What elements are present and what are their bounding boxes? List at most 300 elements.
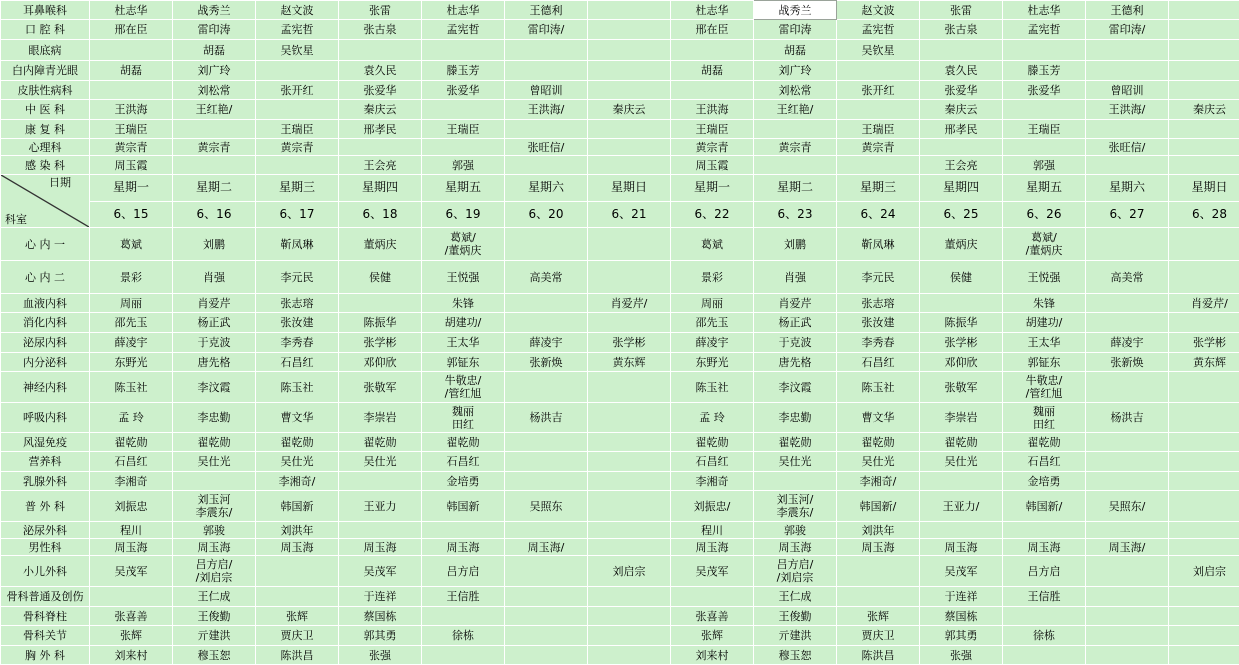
doctor-cell[interactable]: 黄宗青: [754, 139, 837, 156]
doctor-cell[interactable]: 王仁成: [754, 587, 837, 607]
doctor-cell[interactable]: 刘来村: [671, 646, 754, 665]
doctor-cell[interactable]: 张志瑢: [837, 294, 920, 313]
doctor-cell[interactable]: 刘振忠/: [671, 491, 754, 522]
doctor-cell[interactable]: 刘启宗: [588, 556, 671, 587]
doctor-cell[interactable]: 李秀春: [837, 333, 920, 353]
doctor-cell[interactable]: 李湘奇/: [837, 472, 920, 491]
doctor-cell[interactable]: 陈洪昌: [837, 646, 920, 665]
doctor-cell[interactable]: 周玉海: [837, 539, 920, 556]
doctor-cell[interactable]: 肖爱芹: [754, 294, 837, 313]
doctor-cell[interactable]: 葛斌: [671, 228, 754, 261]
doctor-cell[interactable]: 杨洪吉: [505, 403, 588, 433]
doctor-cell[interactable]: 郭骏: [173, 522, 256, 539]
doctor-cell[interactable]: 王悦强: [1003, 261, 1086, 294]
doctor-cell[interactable]: [1086, 522, 1169, 539]
doctor-cell[interactable]: 吕方启/ /刘启宗: [754, 556, 837, 587]
doctor-cell[interactable]: 陈洪昌: [256, 646, 339, 665]
doctor-cell[interactable]: [1086, 61, 1169, 81]
doctor-cell[interactable]: 葛斌: [90, 228, 173, 261]
doctor-cell[interactable]: [1169, 452, 1239, 472]
doctor-cell[interactable]: 吴照东/: [1086, 491, 1169, 522]
doctor-cell[interactable]: [505, 522, 588, 539]
doctor-cell[interactable]: 周玉海/: [505, 539, 588, 556]
doctor-cell[interactable]: 曹文华: [837, 403, 920, 433]
doctor-cell[interactable]: 雷印涛/: [1086, 20, 1169, 40]
doctor-cell[interactable]: 李忠勤: [173, 403, 256, 433]
doctor-cell[interactable]: 黄宗青: [256, 139, 339, 156]
doctor-cell[interactable]: 王洪海/: [1086, 100, 1169, 120]
doctor-cell[interactable]: 亓建洪: [173, 626, 256, 646]
doctor-cell[interactable]: 王瑞臣: [837, 120, 920, 139]
doctor-cell[interactable]: [1086, 607, 1169, 626]
doctor-cell[interactable]: [173, 472, 256, 491]
doctor-cell[interactable]: [505, 626, 588, 646]
doctor-cell[interactable]: 孟 玲: [671, 403, 754, 433]
doctor-cell[interactable]: 东野光: [671, 353, 754, 372]
doctor-cell[interactable]: [588, 228, 671, 261]
doctor-cell[interactable]: 王太华: [422, 333, 505, 353]
doctor-cell[interactable]: [837, 156, 920, 175]
doctor-cell[interactable]: [920, 522, 1003, 539]
doctor-cell[interactable]: 蔡国栋: [339, 607, 422, 626]
doctor-cell[interactable]: 刘玉河 李震东/: [173, 491, 256, 522]
doctor-cell[interactable]: [588, 120, 671, 139]
doctor-cell[interactable]: 孟宪哲: [1003, 20, 1086, 40]
doctor-cell[interactable]: 周玉海: [920, 539, 1003, 556]
doctor-cell[interactable]: [588, 522, 671, 539]
doctor-cell[interactable]: [588, 1, 671, 20]
doctor-cell[interactable]: 贾庆卫: [837, 626, 920, 646]
doctor-cell[interactable]: 景彩: [90, 261, 173, 294]
doctor-cell[interactable]: [505, 294, 588, 313]
doctor-cell[interactable]: [588, 539, 671, 556]
doctor-cell[interactable]: [837, 587, 920, 607]
doctor-cell[interactable]: 翟乾勋: [837, 433, 920, 452]
doctor-cell[interactable]: [1086, 156, 1169, 175]
doctor-cell[interactable]: 曾昭训: [1086, 81, 1169, 100]
doctor-cell[interactable]: [1169, 139, 1239, 156]
doctor-cell[interactable]: 石昌红: [256, 353, 339, 372]
doctor-cell[interactable]: [588, 139, 671, 156]
doctor-cell[interactable]: [754, 156, 837, 175]
doctor-cell[interactable]: 赵文波: [256, 1, 339, 20]
doctor-cell[interactable]: [1086, 40, 1169, 61]
doctor-cell[interactable]: 韩国新: [256, 491, 339, 522]
doctor-cell[interactable]: 翟乾勋: [173, 433, 256, 452]
doctor-cell[interactable]: 黄东辉: [588, 353, 671, 372]
doctor-cell[interactable]: 靳凤琳: [256, 228, 339, 261]
doctor-cell[interactable]: 黄宗青: [90, 139, 173, 156]
doctor-cell[interactable]: 吕方启/ /刘启宗: [173, 556, 256, 587]
doctor-cell[interactable]: [1169, 61, 1239, 81]
doctor-cell[interactable]: [256, 156, 339, 175]
doctor-cell[interactable]: 侯健: [339, 261, 422, 294]
doctor-cell[interactable]: 高美常: [1086, 261, 1169, 294]
doctor-cell[interactable]: [1086, 646, 1169, 665]
doctor-cell[interactable]: 袁久民: [920, 61, 1003, 81]
doctor-cell[interactable]: 徐栋: [1003, 626, 1086, 646]
doctor-cell[interactable]: [505, 313, 588, 333]
doctor-cell[interactable]: 王瑞臣: [90, 120, 173, 139]
doctor-cell[interactable]: 胡建功/: [422, 313, 505, 333]
doctor-cell[interactable]: 胡磊: [173, 40, 256, 61]
doctor-cell[interactable]: 雷印涛/: [505, 20, 588, 40]
doctor-cell[interactable]: 孟宪哲: [256, 20, 339, 40]
doctor-cell[interactable]: 吴钦星: [837, 40, 920, 61]
doctor-cell[interactable]: 杜志华: [90, 1, 173, 20]
doctor-cell[interactable]: 杨洪吉: [1086, 403, 1169, 433]
doctor-cell[interactable]: 张辉: [671, 626, 754, 646]
doctor-cell[interactable]: [1086, 626, 1169, 646]
doctor-cell[interactable]: 吴仕光: [837, 452, 920, 472]
doctor-cell[interactable]: 张辉: [90, 626, 173, 646]
doctor-cell[interactable]: [588, 81, 671, 100]
doctor-cell[interactable]: 周丽: [671, 294, 754, 313]
doctor-cell[interactable]: [422, 100, 505, 120]
doctor-cell[interactable]: 张喜善: [671, 607, 754, 626]
doctor-cell[interactable]: 王洪海/: [505, 100, 588, 120]
doctor-cell[interactable]: 王信胜: [1003, 587, 1086, 607]
doctor-cell[interactable]: 赵文波: [837, 1, 920, 20]
doctor-cell[interactable]: [837, 556, 920, 587]
doctor-cell[interactable]: 邓仰欣: [920, 353, 1003, 372]
doctor-cell[interactable]: 刘鹏: [173, 228, 256, 261]
doctor-cell[interactable]: [1169, 472, 1239, 491]
doctor-cell[interactable]: [339, 40, 422, 61]
doctor-cell[interactable]: 肖强: [173, 261, 256, 294]
doctor-cell[interactable]: [90, 40, 173, 61]
doctor-cell[interactable]: [1169, 522, 1239, 539]
doctor-cell[interactable]: 吴仕光: [920, 452, 1003, 472]
doctor-cell[interactable]: [339, 294, 422, 313]
doctor-cell[interactable]: 秦庆云: [1169, 100, 1239, 120]
doctor-cell[interactable]: 李汶霞: [173, 372, 256, 403]
doctor-cell[interactable]: 曹文华: [256, 403, 339, 433]
doctor-cell[interactable]: 亓建洪: [754, 626, 837, 646]
doctor-cell[interactable]: 李湘奇: [90, 472, 173, 491]
doctor-cell[interactable]: 张汝建: [837, 313, 920, 333]
doctor-cell[interactable]: 李元民: [256, 261, 339, 294]
doctor-cell[interactable]: 薛凌宇: [671, 333, 754, 353]
doctor-cell[interactable]: [505, 646, 588, 665]
doctor-cell[interactable]: 徐栋: [422, 626, 505, 646]
doctor-cell[interactable]: 周玉海: [256, 539, 339, 556]
doctor-cell[interactable]: [671, 587, 754, 607]
doctor-cell[interactable]: 刘松常: [173, 81, 256, 100]
doctor-cell[interactable]: 周玉海: [754, 539, 837, 556]
doctor-cell[interactable]: 穆玉恕: [754, 646, 837, 665]
doctor-cell[interactable]: 吴仕光: [173, 452, 256, 472]
doctor-cell[interactable]: 邢在臣: [90, 20, 173, 40]
doctor-cell[interactable]: [1169, 607, 1239, 626]
doctor-cell[interactable]: [90, 587, 173, 607]
doctor-cell[interactable]: 翟乾勋: [754, 433, 837, 452]
doctor-cell[interactable]: 王瑞臣: [256, 120, 339, 139]
doctor-cell[interactable]: [422, 40, 505, 61]
doctor-cell[interactable]: 陈振华: [339, 313, 422, 333]
doctor-cell[interactable]: 陈玉社: [671, 372, 754, 403]
doctor-cell[interactable]: 王德利: [1086, 1, 1169, 20]
doctor-cell[interactable]: 陈玉社: [837, 372, 920, 403]
doctor-cell[interactable]: [1169, 20, 1239, 40]
doctor-cell[interactable]: [1169, 40, 1239, 61]
doctor-cell[interactable]: [1003, 607, 1086, 626]
doctor-cell[interactable]: 陈振华: [920, 313, 1003, 333]
doctor-cell[interactable]: [588, 20, 671, 40]
doctor-cell[interactable]: 胡磊: [90, 61, 173, 81]
doctor-cell[interactable]: 王瑞臣: [422, 120, 505, 139]
doctor-cell[interactable]: [1086, 472, 1169, 491]
doctor-cell[interactable]: 程川: [671, 522, 754, 539]
doctor-cell[interactable]: 雷印涛: [754, 20, 837, 40]
doctor-cell[interactable]: [173, 156, 256, 175]
doctor-cell[interactable]: 贾庆卫: [256, 626, 339, 646]
doctor-cell[interactable]: 景彩: [671, 261, 754, 294]
doctor-cell[interactable]: [1086, 587, 1169, 607]
doctor-cell[interactable]: 葛斌/ /董炳庆: [1003, 228, 1086, 261]
doctor-cell[interactable]: [671, 40, 754, 61]
doctor-cell[interactable]: 王亚力: [339, 491, 422, 522]
doctor-cell[interactable]: 金培勇: [422, 472, 505, 491]
doctor-cell[interactable]: 高美常: [505, 261, 588, 294]
doctor-cell[interactable]: [1086, 120, 1169, 139]
doctor-cell[interactable]: [588, 61, 671, 81]
doctor-cell[interactable]: 李湘奇/: [256, 472, 339, 491]
doctor-cell[interactable]: 郭其勇: [339, 626, 422, 646]
doctor-cell[interactable]: 李元民: [837, 261, 920, 294]
doctor-cell[interactable]: 郭骏: [754, 522, 837, 539]
doctor-cell[interactable]: [422, 646, 505, 665]
doctor-cell[interactable]: 刘振忠: [90, 491, 173, 522]
doctor-cell[interactable]: 王洪海: [90, 100, 173, 120]
doctor-cell[interactable]: 张雷: [339, 1, 422, 20]
doctor-cell[interactable]: 张学彬: [588, 333, 671, 353]
doctor-cell[interactable]: 胡磊: [671, 61, 754, 81]
doctor-cell[interactable]: 张辉: [837, 607, 920, 626]
doctor-cell[interactable]: 东野光: [90, 353, 173, 372]
doctor-cell[interactable]: [1003, 100, 1086, 120]
doctor-cell[interactable]: [1169, 539, 1239, 556]
doctor-cell[interactable]: [754, 120, 837, 139]
doctor-cell[interactable]: 周玉海: [671, 539, 754, 556]
doctor-cell[interactable]: [505, 607, 588, 626]
doctor-cell[interactable]: 王悦强: [422, 261, 505, 294]
doctor-cell[interactable]: [505, 120, 588, 139]
doctor-cell[interactable]: 朱锋: [1003, 294, 1086, 313]
doctor-cell[interactable]: 秦庆云: [920, 100, 1003, 120]
doctor-cell[interactable]: [588, 40, 671, 61]
doctor-cell[interactable]: 秦庆云: [588, 100, 671, 120]
doctor-cell[interactable]: 战秀兰: [173, 1, 256, 20]
doctor-cell[interactable]: [837, 61, 920, 81]
doctor-cell[interactable]: 杜志华: [1003, 1, 1086, 20]
doctor-cell[interactable]: 邓仰欣: [339, 353, 422, 372]
doctor-cell[interactable]: 邵先玉: [90, 313, 173, 333]
doctor-cell[interactable]: 侯健: [920, 261, 1003, 294]
doctor-cell[interactable]: 杜志华: [671, 1, 754, 20]
doctor-cell[interactable]: 黄宗青: [173, 139, 256, 156]
doctor-cell[interactable]: 张敬军: [339, 372, 422, 403]
doctor-cell[interactable]: 张学彬: [339, 333, 422, 353]
doctor-cell[interactable]: 韩国新: [422, 491, 505, 522]
doctor-cell[interactable]: 翟乾勋: [339, 433, 422, 452]
doctor-cell[interactable]: 吴钦星: [256, 40, 339, 61]
doctor-cell[interactable]: 张开红: [256, 81, 339, 100]
doctor-cell[interactable]: 张爱华: [339, 81, 422, 100]
doctor-cell[interactable]: 董炳庆: [339, 228, 422, 261]
doctor-cell[interactable]: [1086, 313, 1169, 333]
doctor-cell[interactable]: 周玉海: [173, 539, 256, 556]
doctor-cell[interactable]: 张爱华: [1003, 81, 1086, 100]
doctor-cell[interactable]: 蔡国栋: [920, 607, 1003, 626]
doctor-cell[interactable]: 张旺信/: [505, 139, 588, 156]
doctor-cell[interactable]: 陈玉社: [90, 372, 173, 403]
doctor-cell[interactable]: 黄东辉: [1169, 353, 1239, 372]
doctor-cell[interactable]: [505, 372, 588, 403]
doctor-cell[interactable]: [256, 61, 339, 81]
doctor-cell[interactable]: 魏丽 田红: [422, 403, 505, 433]
doctor-cell[interactable]: 战秀兰: [754, 1, 837, 20]
doctor-cell[interactable]: 郭强: [1003, 156, 1086, 175]
doctor-cell[interactable]: [588, 372, 671, 403]
doctor-cell[interactable]: 张爱华: [422, 81, 505, 100]
doctor-cell[interactable]: 雷印涛: [173, 20, 256, 40]
doctor-cell[interactable]: [1086, 556, 1169, 587]
doctor-cell[interactable]: 滕玉芳: [422, 61, 505, 81]
doctor-cell[interactable]: 牛敬忠/ /管红旭: [422, 372, 505, 403]
doctor-cell[interactable]: [1169, 587, 1239, 607]
doctor-cell[interactable]: 魏丽 田红: [1003, 403, 1086, 433]
doctor-cell[interactable]: 翟乾勋: [920, 433, 1003, 452]
doctor-cell[interactable]: 张新焕: [505, 353, 588, 372]
doctor-cell[interactable]: 翟乾勋: [671, 433, 754, 452]
doctor-cell[interactable]: [588, 313, 671, 333]
doctor-cell[interactable]: 吴仕光: [754, 452, 837, 472]
doctor-cell[interactable]: [1003, 646, 1086, 665]
doctor-cell[interactable]: 王仁成: [173, 587, 256, 607]
doctor-cell[interactable]: [588, 607, 671, 626]
doctor-cell[interactable]: [588, 452, 671, 472]
doctor-cell[interactable]: [1086, 372, 1169, 403]
doctor-cell[interactable]: 张强: [920, 646, 1003, 665]
doctor-cell[interactable]: [1169, 261, 1239, 294]
doctor-cell[interactable]: 邵先玉: [671, 313, 754, 333]
doctor-cell[interactable]: 郭钲东: [1003, 353, 1086, 372]
doctor-cell[interactable]: 黄宗青: [837, 139, 920, 156]
doctor-cell[interactable]: 肖爱芹: [173, 294, 256, 313]
doctor-cell[interactable]: 薛凌宇: [90, 333, 173, 353]
doctor-cell[interactable]: 张学彬: [1169, 333, 1239, 353]
doctor-cell[interactable]: 李秀春: [256, 333, 339, 353]
doctor-cell[interactable]: [339, 472, 422, 491]
doctor-cell[interactable]: [1169, 491, 1239, 522]
doctor-cell[interactable]: 吴茂军: [920, 556, 1003, 587]
doctor-cell[interactable]: [1169, 1, 1239, 20]
doctor-cell[interactable]: 李崇岩: [339, 403, 422, 433]
doctor-cell[interactable]: 程川: [90, 522, 173, 539]
doctor-cell[interactable]: [1169, 372, 1239, 403]
doctor-cell[interactable]: 张喜善: [90, 607, 173, 626]
doctor-cell[interactable]: 周玉海: [339, 539, 422, 556]
doctor-cell[interactable]: [588, 433, 671, 452]
doctor-cell[interactable]: 肖爱芹/: [1169, 294, 1239, 313]
doctor-cell[interactable]: 王太华: [1003, 333, 1086, 353]
doctor-cell[interactable]: [505, 587, 588, 607]
doctor-cell[interactable]: [588, 587, 671, 607]
doctor-cell[interactable]: 黄宗青: [671, 139, 754, 156]
doctor-cell[interactable]: 张志瑢: [256, 294, 339, 313]
doctor-cell[interactable]: 于克波: [754, 333, 837, 353]
doctor-cell[interactable]: [1086, 433, 1169, 452]
doctor-cell[interactable]: 王瑞臣: [671, 120, 754, 139]
doctor-cell[interactable]: [1003, 139, 1086, 156]
doctor-cell[interactable]: 曾昭训: [505, 81, 588, 100]
doctor-cell[interactable]: [422, 607, 505, 626]
doctor-cell[interactable]: 李汶霞: [754, 372, 837, 403]
doctor-cell[interactable]: 胡建功/: [1003, 313, 1086, 333]
doctor-cell[interactable]: [920, 472, 1003, 491]
doctor-cell[interactable]: 肖强: [754, 261, 837, 294]
doctor-cell[interactable]: [505, 61, 588, 81]
doctor-cell[interactable]: [256, 556, 339, 587]
doctor-cell[interactable]: [505, 40, 588, 61]
doctor-cell[interactable]: 李崇岩: [920, 403, 1003, 433]
doctor-cell[interactable]: 唐先格: [173, 353, 256, 372]
doctor-cell[interactable]: 张敬军: [920, 372, 1003, 403]
doctor-cell[interactable]: 薛凌宇: [1086, 333, 1169, 353]
doctor-cell[interactable]: 秦庆云: [339, 100, 422, 120]
doctor-cell[interactable]: [588, 491, 671, 522]
doctor-cell[interactable]: 肖爱芹/: [588, 294, 671, 313]
doctor-cell[interactable]: [505, 228, 588, 261]
doctor-cell[interactable]: 韩国新/: [837, 491, 920, 522]
doctor-cell[interactable]: [422, 139, 505, 156]
doctor-cell[interactable]: 韩国新/: [1003, 491, 1086, 522]
doctor-cell[interactable]: 王俊勤: [173, 607, 256, 626]
doctor-cell[interactable]: 张汝建: [256, 313, 339, 333]
doctor-cell[interactable]: 邢孝民: [339, 120, 422, 139]
doctor-cell[interactable]: 王亚力/: [920, 491, 1003, 522]
doctor-cell[interactable]: [588, 472, 671, 491]
doctor-cell[interactable]: 石昌红: [837, 353, 920, 372]
doctor-cell[interactable]: [339, 522, 422, 539]
doctor-cell[interactable]: [1003, 522, 1086, 539]
doctor-cell[interactable]: 吴仕光: [339, 452, 422, 472]
doctor-cell[interactable]: 翟乾勋: [422, 433, 505, 452]
doctor-cell[interactable]: 于连祥: [339, 587, 422, 607]
doctor-cell[interactable]: 刘广玲: [173, 61, 256, 81]
doctor-cell[interactable]: [588, 156, 671, 175]
doctor-cell[interactable]: 郭其勇: [920, 626, 1003, 646]
doctor-cell[interactable]: 孟宪哲: [837, 20, 920, 40]
doctor-cell[interactable]: [588, 403, 671, 433]
doctor-cell[interactable]: [588, 646, 671, 665]
doctor-cell[interactable]: 张强: [339, 646, 422, 665]
doctor-cell[interactable]: 王红艳/: [754, 100, 837, 120]
doctor-cell[interactable]: [173, 120, 256, 139]
doctor-cell[interactable]: 杨正武: [173, 313, 256, 333]
doctor-cell[interactable]: 周玉海: [1003, 539, 1086, 556]
doctor-cell[interactable]: [588, 626, 671, 646]
doctor-cell[interactable]: 郭钲东: [422, 353, 505, 372]
doctor-cell[interactable]: [90, 81, 173, 100]
doctor-cell[interactable]: [505, 433, 588, 452]
doctor-cell[interactable]: 张古泉: [339, 20, 422, 40]
doctor-cell[interactable]: 王瑞臣: [1003, 120, 1086, 139]
doctor-cell[interactable]: 王会亮: [339, 156, 422, 175]
doctor-cell[interactable]: 吴照东: [505, 491, 588, 522]
doctor-cell[interactable]: 刘玉河/ 李震东/: [754, 491, 837, 522]
